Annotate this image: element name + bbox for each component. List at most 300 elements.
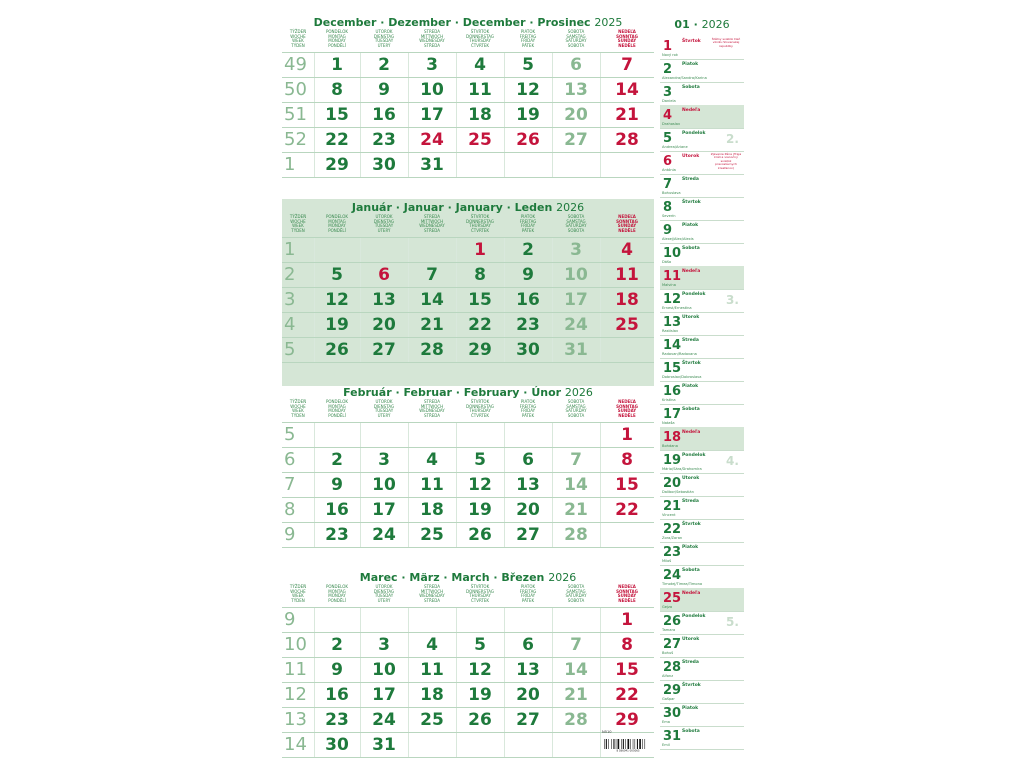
day-cell: 3 (378, 635, 390, 655)
side-week-number: 4. (726, 454, 739, 468)
week-number: 7 (284, 474, 296, 495)
side-weekday: Štvrtok (682, 200, 701, 205)
side-day-row (660, 335, 744, 359)
side-weekday: Nedeľa (682, 591, 701, 596)
side-day-number: 8 (663, 200, 673, 215)
barcode-bar (606, 739, 607, 749)
week-number: 14 (284, 734, 307, 755)
side-weekday: Utorok (682, 154, 700, 159)
month-bottom-line (282, 362, 654, 363)
side-weekday: Nedeľa (682, 108, 701, 113)
week-row (282, 497, 654, 523)
day-cell: 6 (570, 55, 582, 75)
side-day-number: 23 (663, 545, 682, 560)
day-cell: 24 (564, 315, 588, 335)
side-weekday: Streda (682, 660, 699, 665)
barcode-bar (645, 739, 646, 749)
day-cell: 29 (468, 340, 492, 360)
side-weekday: Utorok (682, 315, 700, 320)
day-cell: 27 (564, 130, 588, 150)
week-number: 5 (284, 339, 296, 360)
day-cell: 12 (325, 290, 349, 310)
side-day-number: 17 (663, 407, 682, 422)
weekday-header: ŠTVRTOK DONNERSTAG THURSDAY ČTVRTEK (466, 399, 494, 418)
side-weekday: Pondelok (682, 453, 706, 458)
week-row (282, 52, 654, 78)
side-nameday: Severín (662, 214, 676, 218)
day-cell: 20 (564, 105, 588, 125)
day-cell: 7 (426, 265, 438, 285)
side-day-number: 9 (663, 223, 673, 238)
week-row (282, 522, 654, 548)
day-cell: 9 (522, 265, 534, 285)
day-cell: 10 (372, 475, 396, 495)
side-day-number: 5 (663, 131, 673, 146)
week-row (282, 607, 654, 633)
side-day-row (660, 59, 744, 83)
side-day-number: 27 (663, 637, 682, 652)
day-cell: 19 (325, 315, 349, 335)
side-day-number: 2 (663, 62, 673, 77)
week-row (282, 152, 654, 178)
weekday-header: STREDA MITTWOCH WEDNESDAY STŘEDA (419, 29, 445, 48)
month-name: Február · Februar · February · Únor (343, 386, 565, 399)
barcode-bar (625, 739, 626, 749)
day-cell: 23 (325, 525, 349, 545)
day-cell: 14 (564, 475, 588, 495)
day-cell: 9 (331, 660, 343, 680)
day-cell: 3 (378, 450, 390, 470)
weekday-header: NEDEĽA SONNTAG SUNDAY NEDĚLE (616, 399, 638, 418)
side-nameday: Mário/Sára/Drahomíra (662, 467, 702, 471)
side-day-row (660, 565, 744, 589)
side-day-number: 20 (663, 476, 682, 491)
day-cell: 8 (331, 80, 343, 100)
product-code: N510 (602, 730, 612, 734)
side-day-row (660, 105, 744, 129)
day-cell: 8 (474, 265, 486, 285)
month-bottom-line (282, 547, 654, 548)
day-cell: 27 (516, 710, 540, 730)
day-cell: 26 (468, 525, 492, 545)
day-cell: 4 (426, 450, 438, 470)
side-weekday: Nedeľa (682, 269, 701, 274)
day-cell: 2 (522, 240, 534, 260)
day-cell: 15 (325, 105, 349, 125)
side-weekday: Utorok (682, 637, 700, 642)
side-title: 01 · 2026 (674, 18, 730, 31)
week-number: 49 (284, 54, 307, 75)
weekday-header: STREDA MITTWOCH WEDNESDAY STŘEDA (419, 584, 445, 603)
weekday-header: TÝŽDEŇ WOCHE WEEK TÝDEN (289, 399, 307, 418)
side-day-row (660, 220, 744, 244)
barcode-bar (613, 739, 614, 749)
side-week-number: 5. (726, 615, 739, 629)
week-number: 9 (284, 609, 296, 630)
day-cell: 25 (420, 710, 444, 730)
side-day-row (660, 151, 744, 175)
side-day-row (660, 657, 744, 681)
side-weekday: Nedeľa (682, 430, 701, 435)
week-row (282, 472, 654, 498)
barcode-bar (628, 739, 630, 749)
side-day-number: 29 (663, 683, 682, 698)
side-day-number: 26 (663, 614, 682, 629)
day-cell: 1 (331, 55, 343, 75)
day-cell: 8 (621, 635, 633, 655)
side-day-row (660, 174, 744, 198)
day-cell: 4 (474, 55, 486, 75)
side-weekday: Piatok (682, 706, 699, 711)
side-day-number: 13 (663, 315, 682, 330)
day-cell: 11 (615, 265, 639, 285)
day-cell: 15 (615, 660, 639, 680)
side-day-row (660, 381, 744, 405)
day-cell: 26 (516, 130, 540, 150)
day-cell: 30 (372, 155, 396, 175)
side-weekday: Sobota (682, 246, 700, 251)
day-cell: 8 (621, 450, 633, 470)
side-day-number: 30 (663, 706, 682, 721)
side-day-row (660, 450, 744, 474)
day-cell: 7 (570, 635, 582, 655)
month-block (282, 14, 654, 186)
week-row (282, 102, 654, 128)
month-name: December · Dezember · December · Prosinec (313, 16, 595, 29)
day-cell: 20 (372, 315, 396, 335)
side-nameday: Ernest/Ernestína (662, 306, 692, 310)
day-cell: 14 (420, 290, 444, 310)
week-row (282, 237, 654, 263)
week-number: 9 (284, 524, 296, 545)
day-cell: 1 (621, 425, 633, 445)
day-cell: 19 (468, 685, 492, 705)
side-nameday: Bohuš (662, 651, 674, 655)
month-year: 2026 (548, 571, 577, 584)
side-day-number: 24 (663, 568, 682, 583)
side-day-row (660, 289, 744, 313)
week-row (282, 682, 654, 708)
barcode-bar (604, 739, 605, 749)
barcode-bar (616, 739, 617, 749)
side-day-row (660, 427, 744, 451)
day-cell: 5 (474, 450, 486, 470)
day-cell: 2 (331, 635, 343, 655)
side-day-row (660, 519, 744, 543)
month-block (282, 199, 654, 386)
barcode-number: 8 586041 005065 (616, 749, 640, 752)
week-number: 1 (284, 154, 296, 175)
weekday-header: PONDELOK MONTAG MONDAY PONDĚLÍ (325, 584, 349, 603)
side-weekday: Pondelok (682, 131, 706, 136)
month-block (282, 569, 654, 754)
month-title (282, 386, 654, 399)
month-year: 2026 (556, 201, 585, 214)
weekday-header: PONDELOK MONTAG MONDAY PONDĚLÍ (325, 29, 349, 48)
weekday-header: ŠTVRTOK DONNERSTAG THURSDAY ČTVRTEK (466, 29, 494, 48)
week-number: 12 (284, 684, 307, 705)
weekday-header: NEDEĽA SONNTAG SUNDAY NEDĚLE (616, 29, 638, 48)
side-nameday: Alfonz (662, 674, 674, 678)
day-cell: 9 (378, 80, 390, 100)
day-cell: 29 (325, 155, 349, 175)
day-cell: 19 (516, 105, 540, 125)
side-week-number: 3. (726, 293, 739, 307)
side-day-row (660, 197, 744, 221)
day-cell: 20 (516, 500, 540, 520)
weekday-header: SOBOTA SAMSTAG SATURDAY SOBOTA (565, 214, 587, 233)
day-cell: 12 (468, 475, 492, 495)
side-day-number: 6 (663, 154, 673, 169)
side-day-row (660, 128, 744, 152)
month-name: Január · Januar · January · Leden (351, 201, 557, 214)
side-day-row (660, 496, 744, 520)
day-cell: 17 (564, 290, 588, 310)
side-day-number: 16 (663, 384, 682, 399)
day-cell: 26 (325, 340, 349, 360)
day-cell: 23 (325, 710, 349, 730)
day-cell: 15 (615, 475, 639, 495)
week-number: 2 (284, 264, 296, 285)
day-cell: 18 (468, 105, 492, 125)
side-weekday: Piatok (682, 62, 699, 67)
side-nameday: Miloš (662, 559, 672, 563)
side-day-row (660, 634, 744, 658)
side-nameday: Alexej/Alex/Alexis (662, 237, 694, 241)
day-cell: 23 (516, 315, 540, 335)
day-cell: 20 (516, 685, 540, 705)
day-cell: 21 (564, 685, 588, 705)
side-weekday: Sobota (682, 729, 700, 734)
weekday-header: PIATOK FREITAG FRIDAY PÁTEK (519, 399, 537, 418)
day-cell: 30 (325, 735, 349, 755)
side-weekday: Piatok (682, 545, 699, 550)
side-day-number: 12 (663, 292, 682, 307)
side-holiday-note: Zjavenie Pána (Traja králi a vianočný sviatok pravoslávnych kresťanov) (710, 152, 742, 170)
day-cell: 22 (325, 130, 349, 150)
day-cell: 26 (468, 710, 492, 730)
week-row (282, 337, 654, 363)
day-cell: 29 (615, 710, 639, 730)
side-nameday: Timotej/Timea/Timona (662, 582, 703, 586)
side-day-number: 7 (663, 177, 673, 192)
side-day-number: 25 (663, 591, 682, 606)
side-day-row (660, 266, 744, 290)
side-nameday: Ema (662, 720, 670, 724)
weekday-header: UTOROK DIENSTAG TUESDAY ÚTERÝ (373, 29, 395, 48)
day-cell: 22 (468, 315, 492, 335)
side-weekday: Sobota (682, 85, 700, 90)
side-day-number: 14 (663, 338, 682, 353)
side-day-number: 21 (663, 499, 682, 514)
weekday-header: PIATOK FREITAG FRIDAY PÁTEK (519, 214, 537, 233)
week-row (282, 732, 654, 758)
weekday-header: TÝŽDEŇ WOCHE WEEK TÝDEN (289, 214, 307, 233)
side-day-number: 18 (663, 430, 682, 445)
weekday-header: NEDEĽA SONNTAG SUNDAY NEDĚLE (616, 214, 638, 233)
day-cell: 12 (516, 80, 540, 100)
day-cell: 5 (474, 635, 486, 655)
barcode-bar (608, 739, 609, 749)
month-title (282, 16, 654, 29)
weekday-header: PIATOK FREITAG FRIDAY PÁTEK (519, 584, 537, 603)
day-cell: 30 (516, 340, 540, 360)
weekday-header: UTOROK DIENSTAG TUESDAY ÚTERÝ (373, 399, 395, 418)
week-row (282, 707, 654, 733)
day-cell: 6 (522, 635, 534, 655)
side-day-row (660, 611, 744, 635)
side-nameday: Nataša (662, 421, 675, 425)
side-day-number: 4 (663, 108, 673, 123)
side-day-row (660, 358, 744, 382)
side-weekday: Štvrtok (682, 39, 701, 44)
side-day-row (660, 312, 744, 336)
day-cell: 19 (468, 500, 492, 520)
barcode-bar (633, 739, 634, 749)
month-name: Marec · März · March · Březen (359, 571, 549, 584)
day-cell: 12 (468, 660, 492, 680)
day-cell: 18 (615, 290, 639, 310)
side-nameday: Alexandra/Sandra/Karina (662, 76, 707, 80)
week-row (282, 312, 654, 338)
barcode-bar (623, 739, 624, 749)
side-day-number: 19 (663, 453, 682, 468)
month-block (282, 384, 654, 556)
day-cell: 5 (522, 55, 534, 75)
side-nameday: Bohuslava (662, 191, 681, 195)
week-row (282, 657, 654, 683)
side-day-number: 31 (663, 729, 682, 744)
day-cell: 24 (420, 130, 444, 150)
side-weekday: Pondelok (682, 292, 706, 297)
day-cell: 28 (564, 525, 588, 545)
day-cell: 21 (615, 105, 639, 125)
week-row (282, 422, 654, 448)
day-cell: 13 (372, 290, 396, 310)
day-cell: 13 (516, 660, 540, 680)
day-cell: 6 (378, 265, 390, 285)
day-cell: 2 (331, 450, 343, 470)
month-year: 2026 (564, 386, 593, 399)
day-cell: 11 (420, 660, 444, 680)
day-cell: 10 (564, 265, 588, 285)
weekday-header: TÝŽDEŇ WOCHE WEEK TÝDEN (289, 584, 307, 603)
side-weekday: Pondelok (682, 614, 706, 619)
weekday-header: TÝŽDEŇ WOCHE WEEK TÝDEN (289, 29, 307, 48)
day-cell: 7 (621, 55, 633, 75)
weekday-header: PONDELOK MONTAG MONDAY PONDĚLÍ (325, 214, 349, 233)
month-title (282, 201, 654, 214)
month-bottom-line (282, 177, 654, 178)
week-number: 10 (284, 634, 307, 655)
week-row (282, 287, 654, 313)
side-nameday: Radovan/Radovana (662, 352, 697, 356)
side-weekday: Piatok (682, 384, 699, 389)
day-cell: 4 (426, 635, 438, 655)
side-day-row (660, 703, 744, 727)
side-day-number: 1 (663, 39, 673, 54)
day-list-column (660, 14, 744, 754)
side-week-number: 2. (726, 132, 739, 146)
week-number: 13 (284, 709, 307, 730)
side-nameday: Kristína (662, 398, 676, 402)
side-weekday: Streda (682, 177, 699, 182)
side-nameday: Dalibor/Sebastián (662, 490, 694, 494)
day-cell: 31 (564, 340, 588, 360)
weekday-header: PIATOK FREITAG FRIDAY PÁTEK (519, 29, 537, 48)
side-weekday: Sobota (682, 407, 700, 412)
barcode-bar (639, 739, 641, 749)
week-row (282, 632, 654, 658)
weekday-header: SOBOTA SAMSTAG SATURDAY SOBOTA (565, 584, 587, 603)
day-cell: 6 (522, 450, 534, 470)
day-cell: 24 (372, 710, 396, 730)
side-nameday: Tamara (662, 628, 676, 632)
barcode-bar (637, 739, 638, 749)
day-cell: 13 (564, 80, 588, 100)
side-day-number: 22 (663, 522, 682, 537)
day-cell: 21 (564, 500, 588, 520)
day-cell: 17 (372, 500, 396, 520)
day-cell: 25 (615, 315, 639, 335)
week-row (282, 127, 654, 153)
week-row (282, 77, 654, 103)
day-cell: 31 (420, 155, 444, 175)
weekday-header: UTOROK DIENSTAG TUESDAY ÚTERÝ (373, 584, 395, 603)
day-cell: 11 (468, 80, 492, 100)
day-cell: 2 (378, 55, 390, 75)
week-number: 5 (284, 424, 296, 445)
day-cell: 25 (420, 525, 444, 545)
side-weekday: Streda (682, 338, 699, 343)
day-cell: 9 (331, 475, 343, 495)
side-nameday: Dáša (662, 260, 672, 264)
weekday-header: SOBOTA SAMSTAG SATURDAY SOBOTA (565, 29, 587, 48)
weekday-header: STREDA MITTWOCH WEDNESDAY STŘEDA (419, 214, 445, 233)
side-nameday: Gašpar (662, 697, 675, 701)
side-day-number: 11 (663, 269, 682, 284)
day-cell: 16 (325, 500, 349, 520)
day-cell: 22 (615, 500, 639, 520)
day-cell: 10 (420, 80, 444, 100)
side-day-row (660, 473, 744, 497)
week-number: 6 (284, 449, 296, 470)
day-cell: 16 (516, 290, 540, 310)
day-cell: 27 (516, 525, 540, 545)
side-day-row (660, 680, 744, 704)
side-nameday: Emil (662, 743, 670, 747)
side-weekday: Štvrtok (682, 361, 701, 366)
side-weekday: Utorok (682, 476, 700, 481)
month-bottom-line (282, 757, 654, 758)
day-cell: 17 (372, 685, 396, 705)
side-day-row (660, 82, 744, 106)
side-weekday: Piatok (682, 223, 699, 228)
day-cell: 18 (420, 685, 444, 705)
week-row (282, 262, 654, 288)
side-day-row (660, 588, 744, 612)
day-cell: 7 (570, 450, 582, 470)
day-cell: 17 (420, 105, 444, 125)
week-row (282, 447, 654, 473)
side-day-row (660, 404, 744, 428)
day-cell: 24 (372, 525, 396, 545)
day-cell: 22 (615, 685, 639, 705)
day-cell: 10 (372, 660, 396, 680)
barcode-bar (635, 739, 636, 749)
side-day-row (660, 243, 744, 267)
side-nameday: Andrea/Ariane (662, 145, 688, 149)
